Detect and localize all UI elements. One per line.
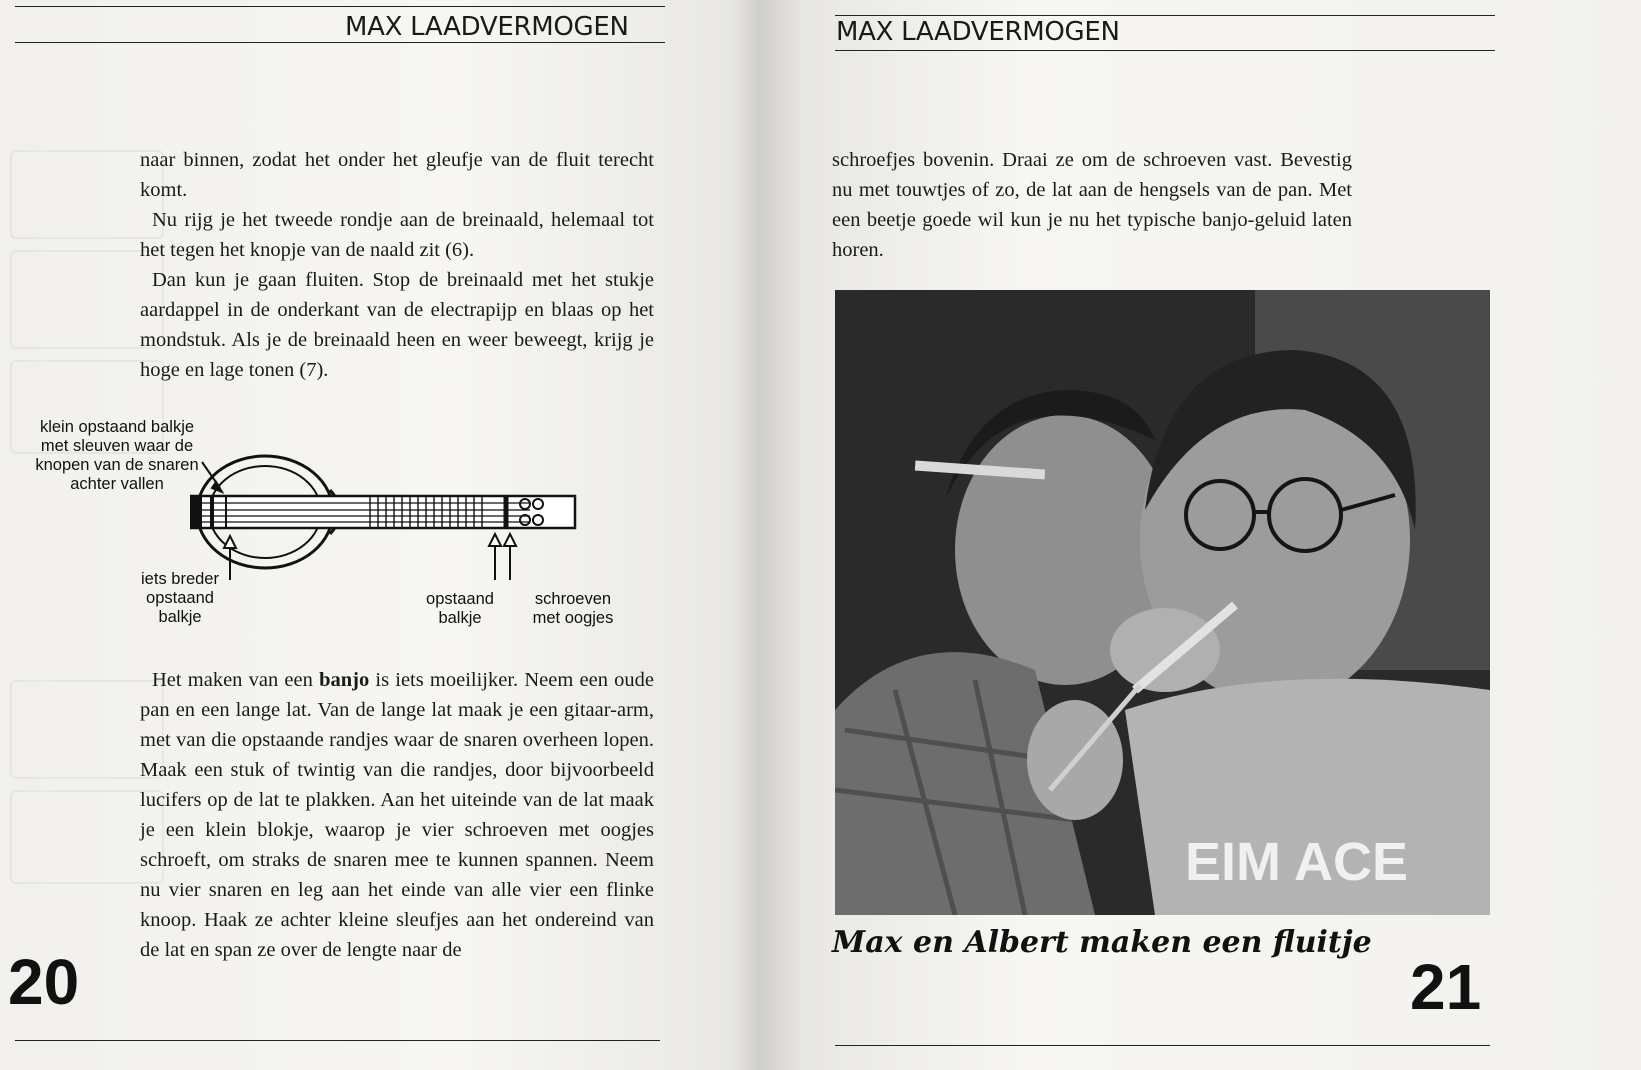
diagram-label-bridge: opstaand balkje bbox=[426, 590, 494, 627]
sweater-lettering: EIM ACE bbox=[1185, 832, 1409, 892]
neck-end bbox=[190, 496, 202, 528]
paragraph: Dan kun je gaan fluiten. Stop de breinaald met het stukje aardappel in de onderkant van de electrapijp en blaas op het mondstuk. Als je de breinaald heen en weer beweegt, krijg je hoge en lage tonen (7). bbox=[140, 269, 654, 381]
photo-illustration bbox=[835, 290, 1490, 915]
header-rule-top bbox=[835, 15, 1495, 16]
body-text-bottom bbox=[140, 665, 654, 965]
header-rule-bottom bbox=[835, 50, 1495, 51]
footer-rule bbox=[15, 1040, 660, 1041]
paragraph bbox=[140, 665, 654, 965]
bold-term: banjo bbox=[319, 669, 370, 691]
banjo-diagram bbox=[190, 452, 590, 582]
diagram-label-slotted-bridge: klein opstaand balkje met sleuven waar de knopen van de snaren achter vallen bbox=[35, 418, 199, 493]
body-text-right bbox=[832, 145, 1352, 265]
header-rule-bottom bbox=[15, 42, 665, 43]
diagram-label-wide-bridge: iets breder opstaand balkje bbox=[141, 570, 219, 626]
body-text-top bbox=[140, 145, 654, 385]
left-page bbox=[0, 0, 760, 1070]
page-number: 20 bbox=[8, 946, 80, 1018]
header-rule-top bbox=[15, 6, 665, 7]
paragraph: naar binnen, zodat het onder het gleufje van de fluit terecht komt. bbox=[140, 149, 654, 201]
photo-max-and-albert bbox=[835, 290, 1490, 915]
running-header: MAX LAADVERMOGEN bbox=[345, 12, 629, 42]
paragraph: schroefjes bovenin. Draai ze om de schroeven vast. Bevestig nu met touwtjes of zo, de lat aan de hengsels van de pan. Met een beetje goede wil kun je nu het typische banjo-geluid laten horen. bbox=[832, 149, 1352, 261]
text-run: is iets moeilijker. Neem een oude pan en een lange lat. Van de lange lat maak je een gitaar-arm, met van die opstaande randjes waar de snaren overheen lopen. Maak een stuk of twintig van die randjes, door bijvoorbeeld lucifers op de lat te plakken. Aan het uiteinde van de lat maak je een klein blokje, waarop je vier schroeven met oogjes schroeft, om straks de snaren mee te kunnen spannen. Neem nu vier snaren en leg aan het einde van alle vier een flinke knoop. Haak ze achter kleine sleufjes aan het ondereind van de lat en span ze over de lengte naar de bbox=[140, 669, 654, 961]
banjo-neck bbox=[190, 496, 575, 528]
page-number: 21 bbox=[1410, 951, 1482, 1023]
text-run: Het maken van een bbox=[152, 669, 320, 691]
paragraph: Nu rijg je het tweede rondje aan de breinaald, helemaal tot het tegen het knopje van de naald zit (6). bbox=[140, 209, 654, 261]
photo-caption: Max en Albert maken een fluitje bbox=[832, 925, 1372, 960]
footer-rule bbox=[835, 1045, 1490, 1046]
running-header: MAX LAADVERMOGEN bbox=[836, 17, 1120, 47]
diagram-label-eye-screws: schroeven met oogjes bbox=[532, 590, 614, 627]
hands bbox=[1110, 608, 1220, 692]
